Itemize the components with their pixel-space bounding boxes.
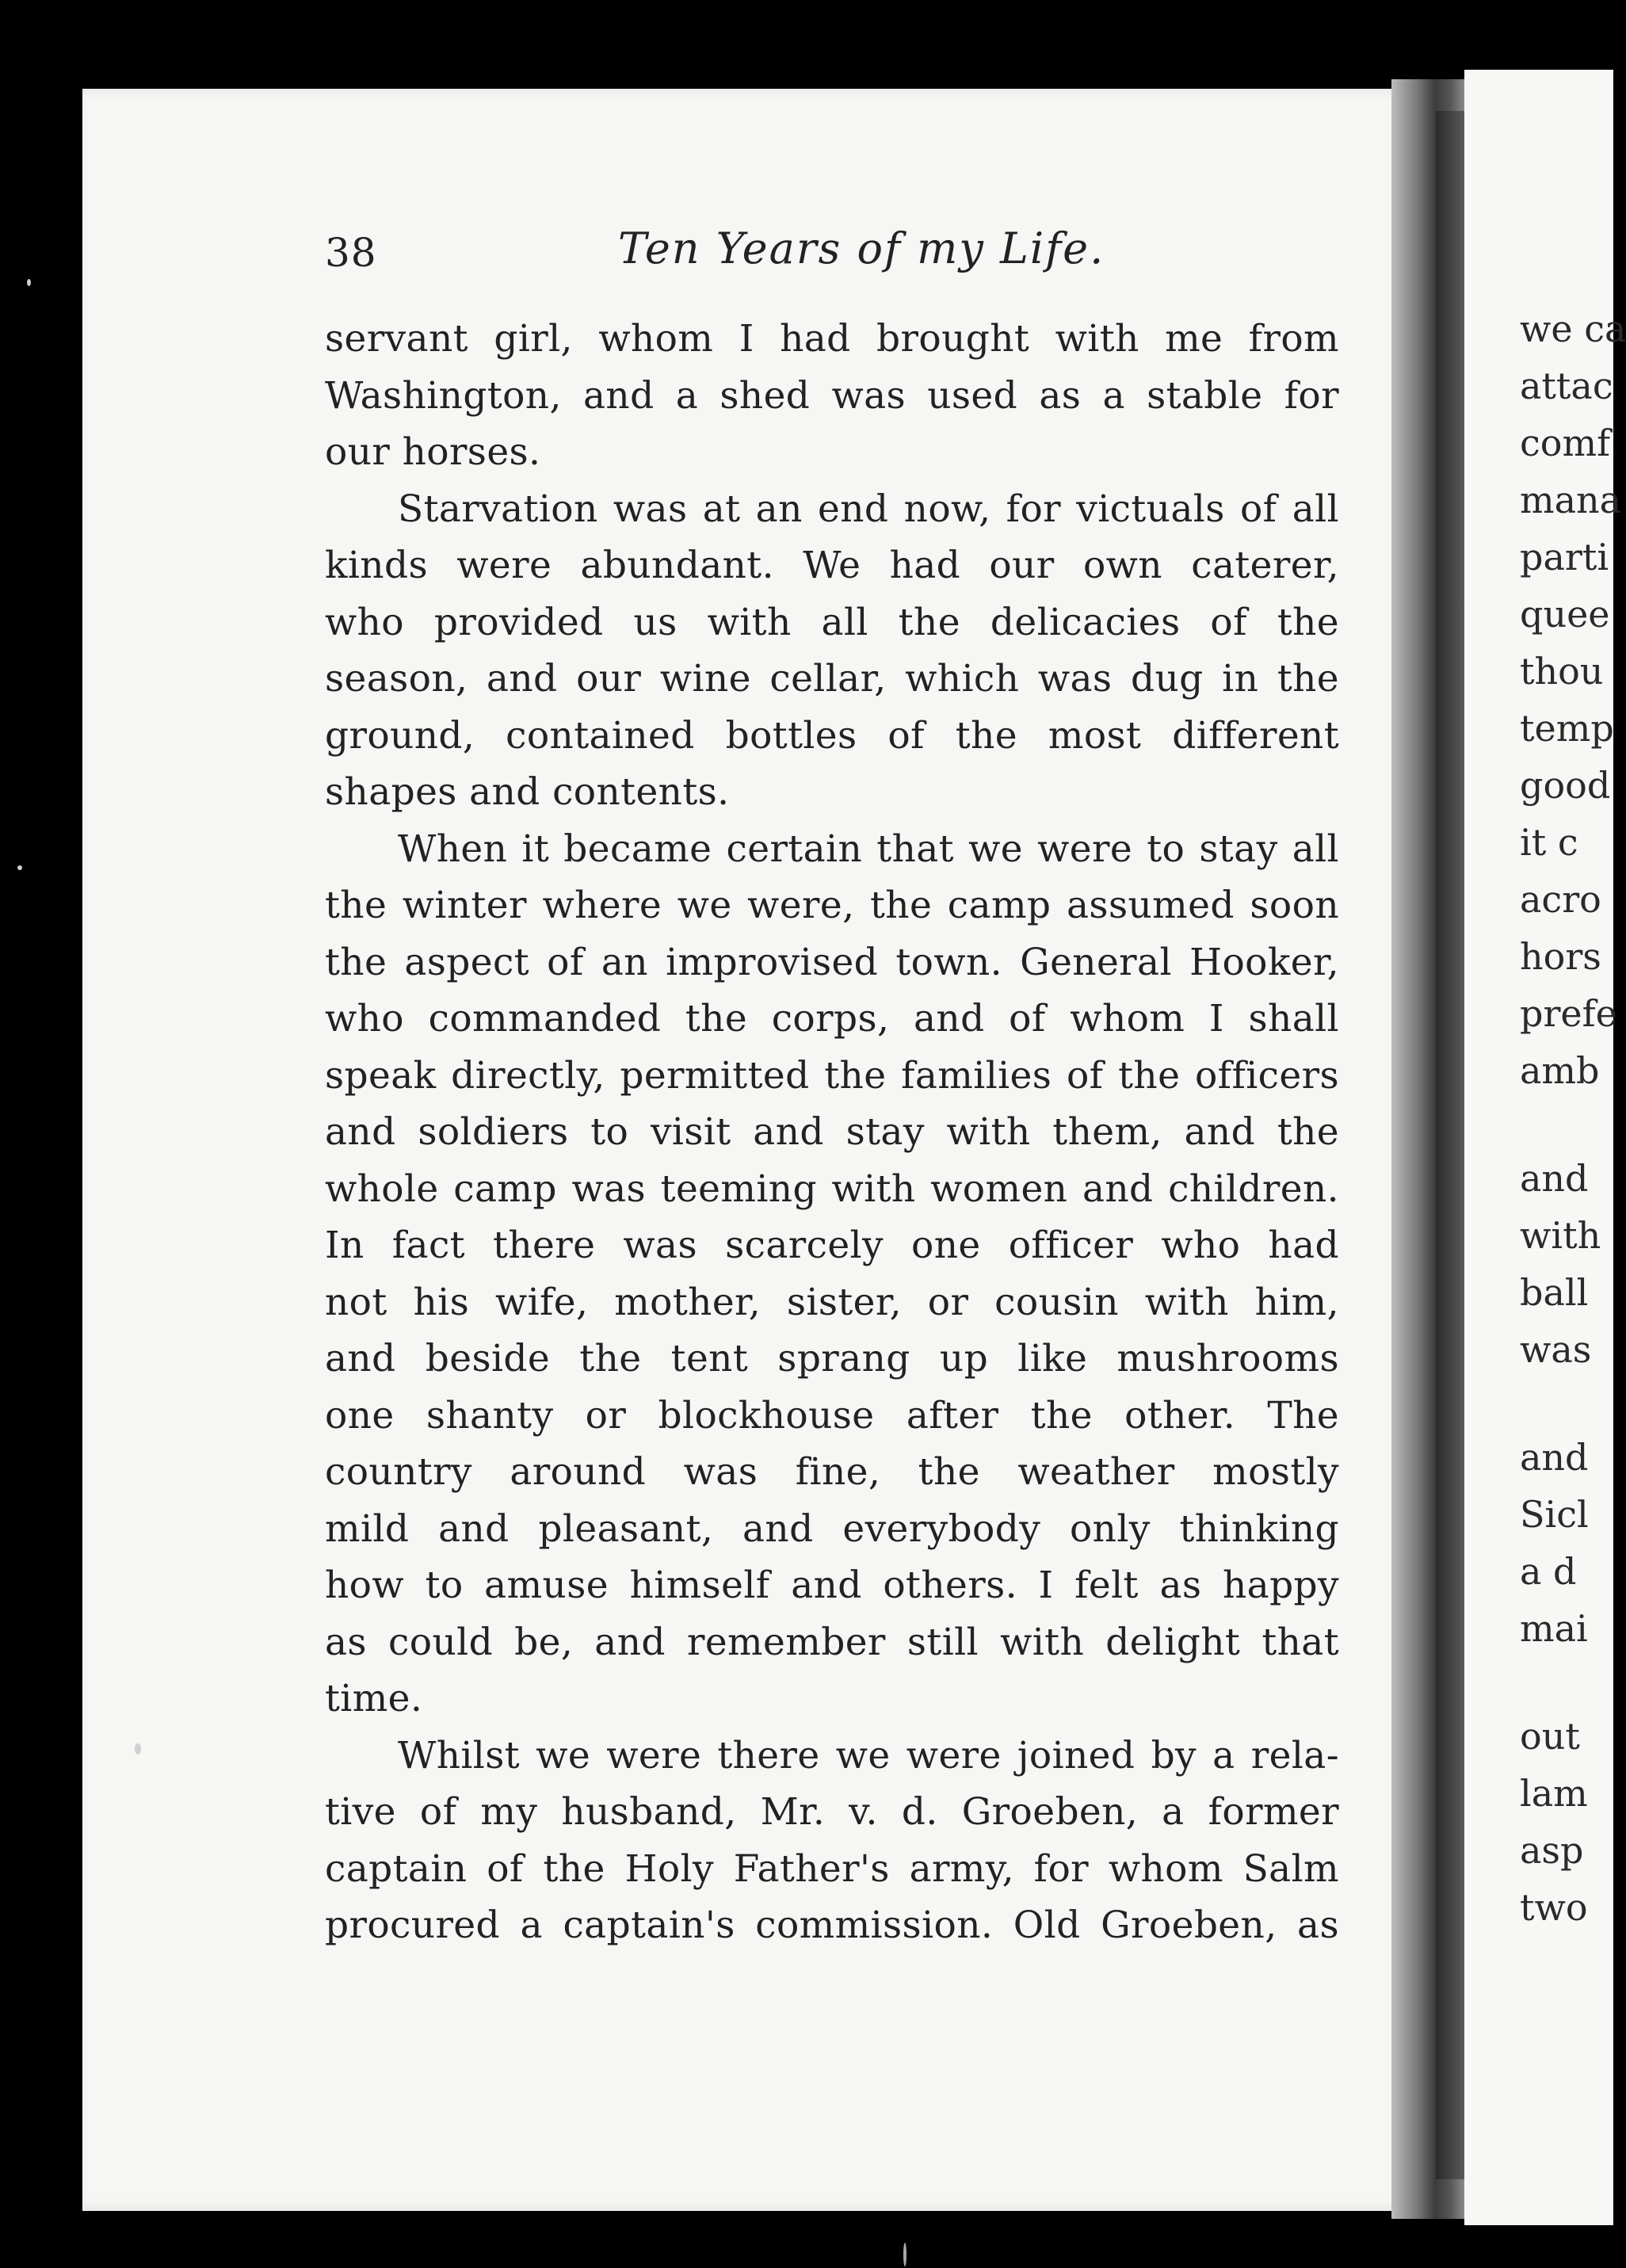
page-header [325, 223, 1339, 295]
text-fragment: attac [1520, 365, 1613, 407]
text-line: country around was fine, the weather mostly [325, 1450, 1339, 1494]
text-line: the winter where we were, the camp assumed soon [325, 884, 1339, 927]
text-fragment: out [1520, 1715, 1580, 1758]
text-line: how to amuse himself and others. I felt as happy [325, 1564, 1339, 1607]
text-fragment: asp [1520, 1829, 1584, 1872]
text-fragment: parti [1520, 536, 1609, 578]
text-line: tive of my husband, Mr. v. d. Groeben, a former [325, 1790, 1339, 1834]
text-fragment: mai [1520, 1607, 1588, 1650]
text-fragment: a d [1520, 1550, 1577, 1593]
text-fragment: thou [1520, 650, 1604, 693]
running-title: Ten Years of my Life. [618, 223, 1105, 273]
text-line: whole camp was teeming with women and children. [325, 1166, 1339, 1211]
text-line: as could be, and remember still with delight that [325, 1620, 1339, 1664]
text-fragment: hors [1520, 935, 1601, 978]
text-line: kinds were abundant. We had our own caterer, [325, 544, 1339, 587]
text-line: Starvation was at an end now, for victuals of all [398, 487, 1339, 531]
text-line: who provided us with all the delicacies of the [325, 600, 1339, 644]
text-line: time. [325, 1677, 423, 1720]
text-line: the aspect of an improvised town. General Hooker, [325, 940, 1339, 984]
text-line: servant girl, whom I had brought with me from [325, 317, 1339, 361]
scan-speck [135, 1743, 141, 1754]
text-fragment: with [1520, 1214, 1601, 1257]
text-line: Washington, and a shed was used as a stable for [325, 373, 1339, 418]
text-fragment: amb [1520, 1049, 1600, 1092]
text-fragment: lam [1520, 1772, 1588, 1815]
text-fragment: two [1520, 1886, 1588, 1929]
book-spine-shadow [1436, 111, 1464, 2179]
text-line: season, and our wine cellar, which was dug in the [325, 657, 1339, 701]
text-fragment: acro [1520, 878, 1601, 921]
text-fragment: temp [1520, 707, 1614, 750]
text-fragment: and [1520, 1436, 1589, 1479]
text-line: In fact there was scarcely one officer who had [325, 1224, 1339, 1267]
right-page-text-fragments [1520, 0, 1626, 2268]
text-line: captain of the Holy Father's army, for whom Salm [325, 1846, 1339, 1891]
scan-speck [903, 2243, 907, 2266]
text-fragment: ball [1520, 1271, 1589, 1314]
text-line: not his wife, mother, sister, or cousin with him, [325, 1280, 1339, 1324]
page-body-text [325, 311, 1339, 1954]
text-fragment: quee [1520, 593, 1610, 636]
scan-speck [17, 865, 22, 870]
text-line: When it became certain that we were to stay all [398, 827, 1339, 871]
text-line: mild and pleasant, and everybody only thinking [325, 1506, 1339, 1551]
text-fragment: it c [1520, 821, 1578, 864]
text-line: and soldiers to visit and stay with them, and the [325, 1110, 1339, 1154]
text-fragment: comf [1520, 422, 1611, 464]
text-fragment: and [1520, 1157, 1589, 1200]
text-fragment: mana [1520, 479, 1622, 521]
text-line: one shanty or blockhouse after the other. The [325, 1393, 1339, 1438]
text-line: who commanded the corps, and of whom I shall [325, 997, 1339, 1040]
page-number: 38 [325, 230, 377, 276]
scan-speck [27, 279, 31, 286]
text-fragment: prefe [1520, 992, 1617, 1035]
text-line: procured a captain's commission. Old Groeben, as [325, 1903, 1339, 1947]
text-line: and beside the tent sprang up like mushrooms [325, 1337, 1339, 1380]
text-fragment: we ca [1520, 307, 1626, 350]
text-fragment: Sicl [1520, 1493, 1589, 1536]
text-line: our horses. [325, 430, 541, 474]
text-line: ground, contained bottles of the most different [325, 713, 1339, 758]
text-line: Whilst we were there we were joined by a rela- [398, 1733, 1339, 1777]
text-fragment: good [1520, 764, 1611, 807]
text-line: speak directly, permitted the families of the officers [325, 1053, 1339, 1098]
text-line: shapes and contents. [325, 770, 730, 814]
text-fragment: was [1520, 1328, 1592, 1371]
